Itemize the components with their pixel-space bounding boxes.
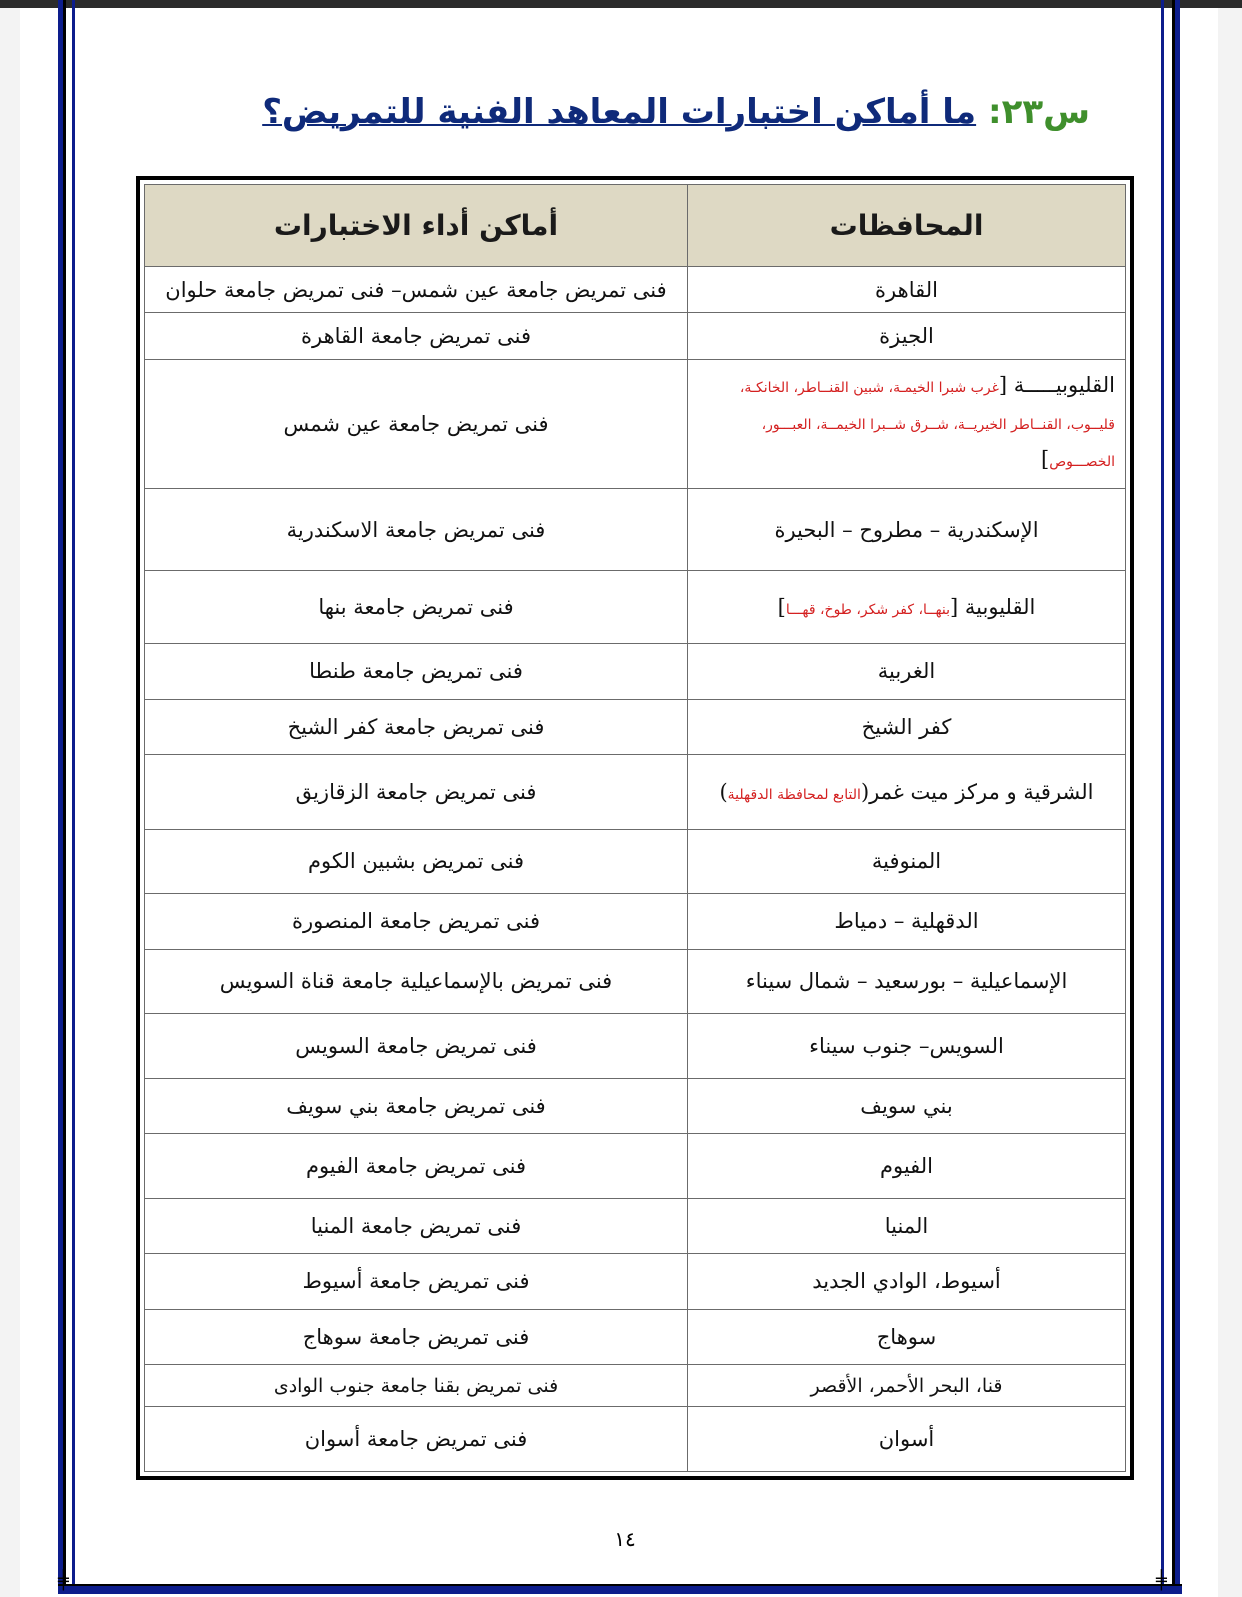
table-row xyxy=(145,1134,1126,1199)
governorate-name: القليوبية xyxy=(964,595,1036,620)
bracket-close: ] xyxy=(777,595,786,620)
location-cell: فنى تمريض بشبين الكوم xyxy=(145,829,688,894)
location-cell: فنى تمريض جامعة عين شمس– فنى تمريض جامعة حلوان xyxy=(145,267,688,313)
corner-ornament-icon: ╪ xyxy=(58,1570,69,1591)
bracket-open: [ xyxy=(998,373,1008,398)
governorate-cell xyxy=(688,359,1126,488)
location-cell: فنى تمريض جامعة الفيوم xyxy=(145,1134,688,1199)
table-row xyxy=(145,699,1126,754)
table-row xyxy=(145,313,1126,359)
governorate-name: الشرقية و مركز ميت غمر xyxy=(869,779,1094,804)
governorate-note: التابع لمحافظة الدقهلية xyxy=(727,786,861,803)
paren-close: ) xyxy=(719,779,728,804)
page-border-right xyxy=(1172,0,1180,1592)
table-row xyxy=(145,1078,1126,1133)
governorate-note: بنهــا، كفر شكر، طوخ، قهـــا xyxy=(785,602,951,619)
table-row xyxy=(145,829,1126,894)
governorate-cell: قنا، البحر الأحمر، الأقصر xyxy=(688,1364,1126,1406)
governorate-cell: بني سويف xyxy=(688,1078,1126,1133)
location-cell: فنى تمريض جامعة طنطا xyxy=(145,644,688,699)
governorate-cell: الغربية xyxy=(688,644,1126,699)
governorate-cell: كفر الشيخ xyxy=(688,699,1126,754)
governorate-cell: أسوان xyxy=(688,1407,1126,1472)
governorate-cell: المنوفية xyxy=(688,829,1126,894)
page-edge-right xyxy=(1218,0,1242,1597)
page-border-left xyxy=(58,0,66,1592)
bracket-close: ] xyxy=(1041,447,1050,472)
governorate-cell xyxy=(688,754,1126,829)
table-row xyxy=(145,949,1126,1014)
table-row xyxy=(145,1407,1126,1472)
header-exam-locations: أماكن أداء الاختبارات xyxy=(145,185,688,267)
bracket-open: [ xyxy=(950,595,959,620)
frame-top xyxy=(0,0,1242,8)
table-row xyxy=(145,754,1126,829)
governorate-cell: الدقهلية – دمياط xyxy=(688,894,1126,949)
location-cell: فنى تمريض جامعة المنصورة xyxy=(145,894,688,949)
location-cell: فنى تمريض جامعة القاهرة xyxy=(145,313,688,359)
table-row xyxy=(145,1198,1126,1253)
table-row xyxy=(145,894,1126,949)
table-row xyxy=(145,488,1126,571)
location-cell: فنى تمريض جامعة بنها xyxy=(145,571,688,644)
governorate-cell: الفيوم xyxy=(688,1134,1126,1199)
governorate-cell: المنيا xyxy=(688,1198,1126,1253)
table-header-row xyxy=(145,185,1126,267)
table-row xyxy=(145,359,1126,488)
location-cell: فنى تمريض جامعة السويس xyxy=(145,1014,688,1079)
table-row xyxy=(145,1364,1126,1406)
table-row xyxy=(145,571,1126,644)
page-edge-left xyxy=(0,0,20,1597)
table-row xyxy=(145,1014,1126,1079)
location-cell: فنى تمريض جامعة عين شمس xyxy=(145,359,688,488)
location-cell: فنى تمريض جامعة كفر الشيخ xyxy=(145,699,688,754)
question-number: س٢٣: xyxy=(987,92,1090,132)
location-cell: فنى تمريض جامعة بني سويف xyxy=(145,1078,688,1133)
location-cell: فنى تمريض بالإسماعيلية جامعة قناة السويس xyxy=(145,949,688,1014)
corner-ornament-icon: ╪ xyxy=(1156,1570,1167,1591)
question-text: ما أماكن اختبارات المعاهد الفنية للتمريض؟ xyxy=(262,92,977,132)
governorate-cell: سوهاج xyxy=(688,1309,1126,1364)
paren-open: ( xyxy=(860,779,870,804)
table-row xyxy=(145,267,1126,313)
location-cell: فنى تمريض جامعة أسوان xyxy=(145,1407,688,1472)
location-cell: فنى تمريض جامعة الزقازيق xyxy=(145,754,688,829)
question-title xyxy=(262,92,1090,142)
table-row xyxy=(145,644,1126,699)
governorate-note: غرب شبرا الخيمـة، شبين القنــاطر، الخانكـة، قليــوب، القنــاطر الخيريــة، شــرق شــبرا الخيمــة، العبـــور، الخصـــوص xyxy=(739,380,1115,471)
location-cell: فنى تمريض بقنا جامعة جنوب الوادى xyxy=(145,1364,688,1406)
location-cell: فنى تمريض جامعة الاسكندرية xyxy=(145,488,688,571)
table-row xyxy=(145,1309,1126,1364)
governorate-cell: القاهرة xyxy=(688,267,1126,313)
governorate-name: القليوبيـــــة xyxy=(1013,373,1115,398)
page-number: ١٤ xyxy=(614,1527,636,1551)
governorate-cell: الجيزة xyxy=(688,313,1126,359)
governorate-cell xyxy=(688,571,1126,644)
page-border-bottom xyxy=(58,1584,1182,1594)
page-border-right-inner xyxy=(1161,0,1164,1592)
page-border-left-inner xyxy=(72,0,75,1592)
location-cell: فنى تمريض جامعة أسيوط xyxy=(145,1254,688,1309)
location-cell: فنى تمريض جامعة سوهاج xyxy=(145,1309,688,1364)
header-governorates: المحافظات xyxy=(688,185,1126,267)
governorate-cell: الإسماعيلية – بورسعيد – شمال سيناء xyxy=(688,949,1126,1014)
location-cell: فنى تمريض جامعة المنيا xyxy=(145,1198,688,1253)
governorate-cell: أسيوط، الوادي الجديد xyxy=(688,1254,1126,1309)
exam-locations-table xyxy=(136,176,1134,1480)
governorate-cell: السويس– جنوب سيناء xyxy=(688,1014,1126,1079)
governorate-cell: الإسكندرية – مطروح – البحيرة xyxy=(688,488,1126,571)
table-row xyxy=(145,1254,1126,1309)
